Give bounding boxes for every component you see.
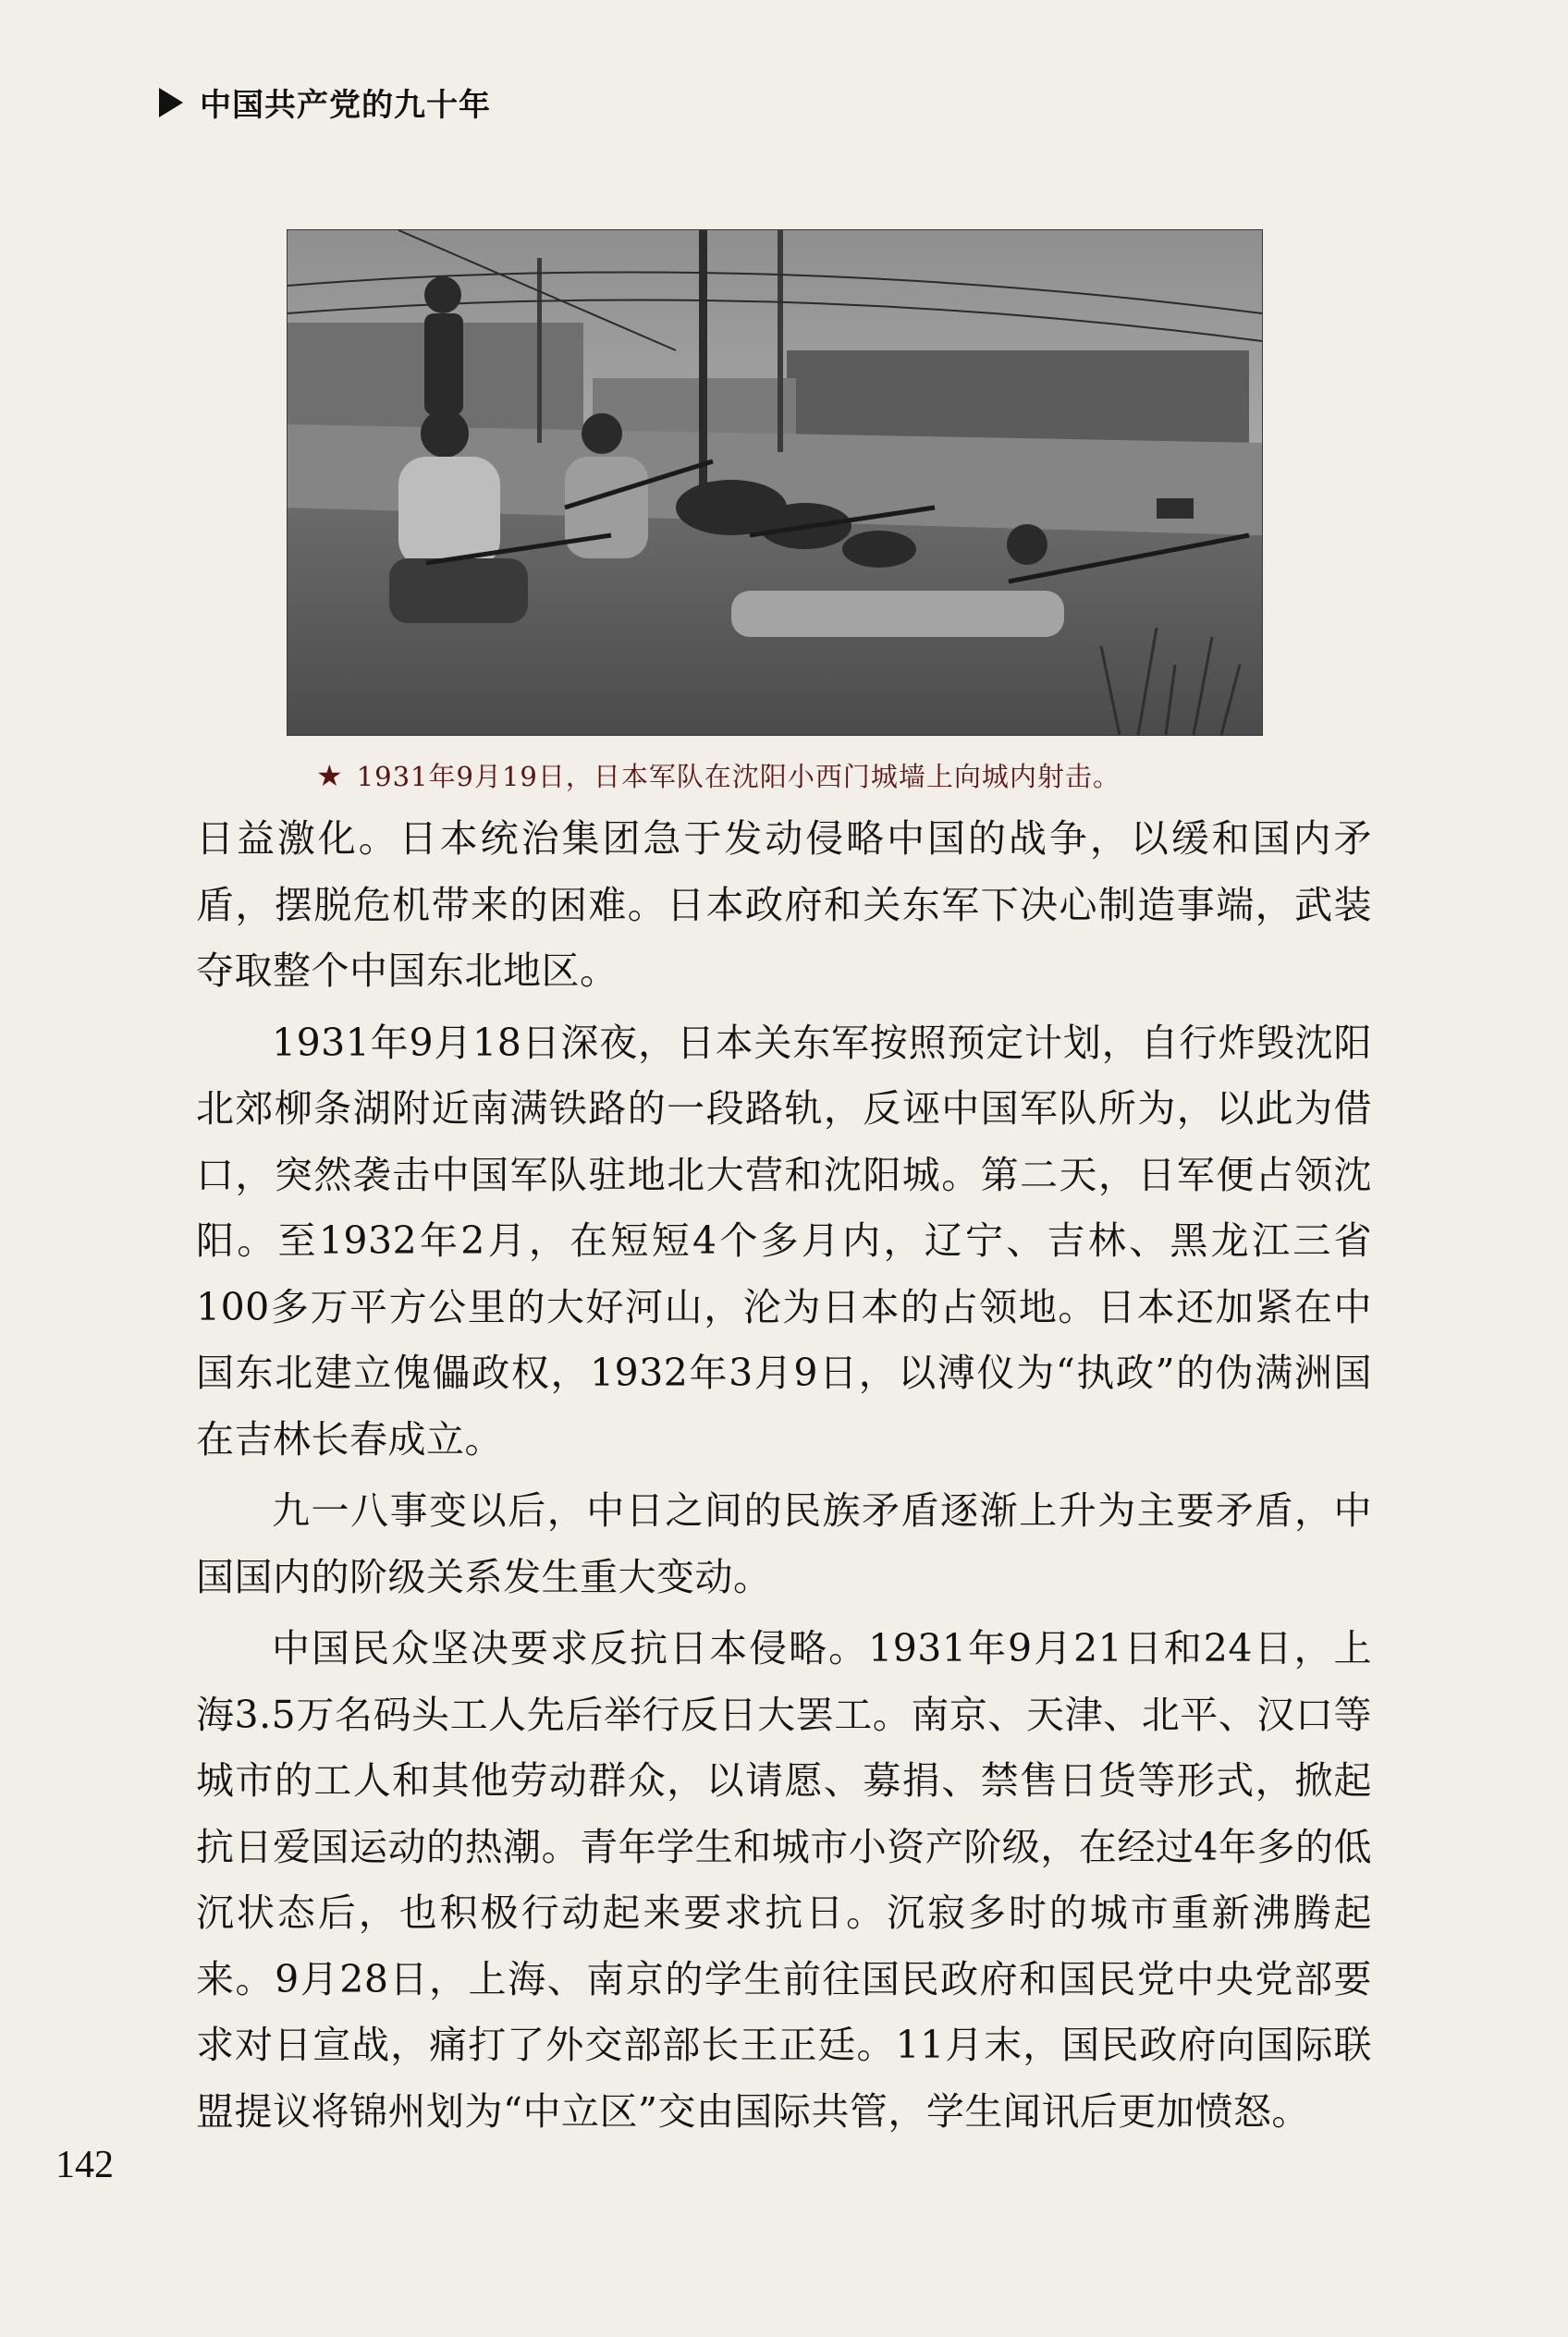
page-number: 142	[55, 2144, 114, 2186]
caption-text: 1931年9月19日，日本军队在沈阳小西门城墙上向城内射击。	[356, 761, 1121, 792]
photo-caption	[316, 756, 1259, 794]
running-header	[159, 80, 491, 125]
triangle-bullet-icon	[159, 88, 183, 117]
paragraph-4: 中国民众坚决要求反抗日本侵略。1931年9月21日和24日，上海3.5万名码头工人先后举行反日大罢工。南京、天津、北平、汉口等城市的工人和其他劳动群众，以请愿、募捐、禁售日货等形式，掀起抗日爱国运动的热潮。青年学生和城市小资产阶级，在经过4年多的低沉状态后，也积极行动起来要求抗日。沉寂多时的城市重新沸腾起来。9月28日，上海、南京的学生前往国民政府和国民党中央党部要求对日宣战，痛打了外交部部长王正廷。11月末，国民政府向国际联盟提议将锦州划为“中立区”交由国际共管，学生闻讯后更加愤怒。	[196, 1626, 1372, 2134]
paragraph-1: 日益激化。日本统治集团急于发动侵略中国的战争，以缓和国内矛盾，摆脱危机带来的困难。日本政府和关东军下决心制造事端，武装夺取整个中国东北地区。	[196, 816, 1372, 993]
paragraph-3: 九一八事变以后，中日之间的民族矛盾逐渐上升为主要矛盾，中国国内的阶级关系发生重大变动。	[196, 1488, 1372, 1599]
book-title: 中国共产党的九十年	[200, 87, 491, 124]
photo-illustration	[288, 230, 1262, 735]
historical-photo	[287, 229, 1263, 736]
paragraph-2: 1931年9月18日深夜，日本关东军按照预定计划，自行炸毁沈阳北郊柳条湖附近南满铁路的一段路轨，反诬中国军队所为，以此为借口，突然袭击中国军队驻地北大营和沈阳城。第二天，日军便占领沈阳。至1932年2月，在短短4个多月内，辽宁、吉林、黑龙江三省100多万平方公里的大好河山，沦为日本的占领地。日本还加紧在中国东北建立傀儡政权，1932年3月9日，以溥仪为“执政”的伪满洲国在吉林长春成立。	[196, 1020, 1372, 1462]
body-text	[196, 806, 1372, 2150]
star-icon: ★	[316, 757, 344, 793]
